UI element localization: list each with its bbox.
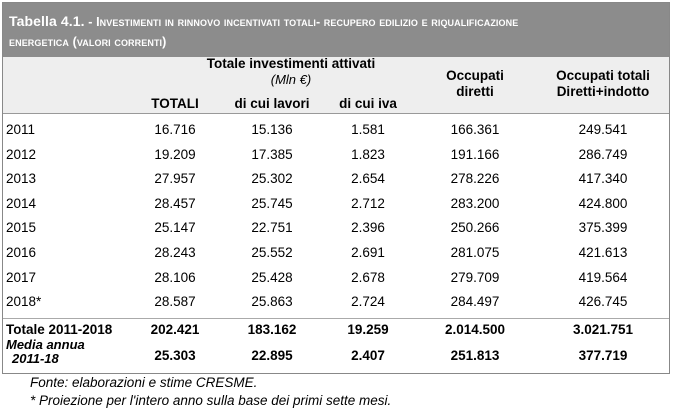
footnote-source: Fonte: elaborazioni e stime CRESME. xyxy=(30,375,258,390)
header-occupati-diretti-1: Occupati xyxy=(446,68,504,83)
cell-totali: 25.147 xyxy=(154,220,196,235)
total-divider xyxy=(3,318,669,319)
cell-lavori: 25.863 xyxy=(251,294,293,309)
cell-iva: 2.396 xyxy=(351,220,385,235)
header-totali: TOTALI xyxy=(151,96,199,111)
cell-totali: 28.106 xyxy=(154,270,196,285)
cell-occupati-diretti: 279.709 xyxy=(450,270,500,285)
cell-year: 2011 xyxy=(6,122,36,137)
cell-occupati-diretti: 284.497 xyxy=(450,294,500,309)
title-text-line2: energetica (valori correnti) xyxy=(9,35,167,49)
media-diretti: 251.813 xyxy=(450,348,500,363)
cell-occupati-totali: 419.564 xyxy=(578,270,628,285)
cell-totali: 28.457 xyxy=(154,196,196,211)
cell-year: 2016 xyxy=(6,245,37,260)
cell-iva: 2.678 xyxy=(351,270,385,285)
cell-year: 2018* xyxy=(6,294,42,309)
header-unit: (Mln €) xyxy=(270,72,312,87)
cell-year: 2012 xyxy=(6,147,37,162)
media-iva: 2.407 xyxy=(351,348,385,363)
total-totali: 202.421 xyxy=(150,322,200,337)
header-group-investimenti: Totale investimenti attivati xyxy=(206,56,376,71)
footnote-note: * Proiezione per l'intero anno sulla base dei primi sette mesi. xyxy=(30,393,392,408)
title-dash: - xyxy=(84,15,97,29)
media-totali: 25.303 xyxy=(154,348,196,363)
cell-occupati-totali: 375.399 xyxy=(578,220,628,235)
cell-lavori: 25.552 xyxy=(251,245,293,260)
cell-iva: 2.712 xyxy=(351,196,385,211)
cell-occupati-totali: 286.749 xyxy=(578,147,628,162)
cell-lavori: 25.745 xyxy=(251,196,293,211)
header-divider xyxy=(3,113,669,114)
cell-lavori: 22.751 xyxy=(251,220,293,235)
cell-year: 2015 xyxy=(6,220,37,235)
cell-lavori: 25.428 xyxy=(251,270,293,285)
cell-totali: 28.587 xyxy=(154,294,196,309)
cell-occupati-diretti: 191.166 xyxy=(450,147,500,162)
cell-iva: 2.654 xyxy=(351,171,385,186)
cell-year: 2017 xyxy=(6,270,37,285)
table-title xyxy=(3,3,669,57)
header-lavori: di cui lavori xyxy=(234,96,310,111)
cell-occupati-totali: 417.340 xyxy=(578,171,628,186)
cell-lavori: 15.136 xyxy=(251,122,293,137)
cell-occupati-diretti: 250.266 xyxy=(450,220,500,235)
cell-occupati-totali: 249.541 xyxy=(578,122,628,137)
cell-iva: 1.581 xyxy=(351,122,385,137)
media-label-2: 2011-18 xyxy=(12,351,59,366)
cell-occupati-totali: 421.613 xyxy=(578,245,628,260)
cell-year: 2014 xyxy=(6,196,37,211)
total-occupati-totali: 3.021.751 xyxy=(572,322,634,337)
cell-occupati-diretti: 278.226 xyxy=(450,171,500,186)
cell-lavori: 25.302 xyxy=(251,171,293,186)
header-occupati-totali-2: Diretti+indotto xyxy=(556,84,650,99)
cell-totali: 28.243 xyxy=(154,245,196,260)
cell-iva: 1.823 xyxy=(351,147,385,162)
cell-totali: 19.209 xyxy=(154,147,196,162)
header-occupati-diretti-2: diretti xyxy=(456,84,494,99)
cell-lavori: 17.385 xyxy=(251,147,293,162)
cell-totali: 16.716 xyxy=(154,122,196,137)
media-occupati-totali: 377.719 xyxy=(578,348,628,363)
total-iva: 19.259 xyxy=(347,322,389,337)
media-lavori: 22.895 xyxy=(251,348,293,363)
total-diretti: 2.014.500 xyxy=(444,322,506,337)
cell-iva: 2.691 xyxy=(351,245,385,260)
header-occupati-totali-1: Occupati totali xyxy=(556,68,650,83)
cell-occupati-diretti: 166.361 xyxy=(450,122,500,137)
cell-occupati-totali: 424.800 xyxy=(578,196,628,211)
cell-totali: 27.957 xyxy=(154,171,196,186)
cell-year: 2013 xyxy=(6,171,37,186)
header-iva: di cui iva xyxy=(339,96,397,111)
total-label: Totale 2011-2018 xyxy=(6,322,113,337)
media-label-1: Media annua xyxy=(6,337,85,352)
title-text: Investimenti in rinnovo incentivati totali- recupero edilizio e riqualificazione xyxy=(96,15,519,29)
cell-occupati-diretti: 281.075 xyxy=(450,245,500,260)
table-number: Tabella 4.1. xyxy=(9,13,85,29)
cell-occupati-diretti: 283.200 xyxy=(450,196,500,211)
cell-iva: 2.724 xyxy=(351,294,385,309)
total-lavori: 183.162 xyxy=(247,322,297,337)
cell-occupati-totali: 426.745 xyxy=(578,294,628,309)
